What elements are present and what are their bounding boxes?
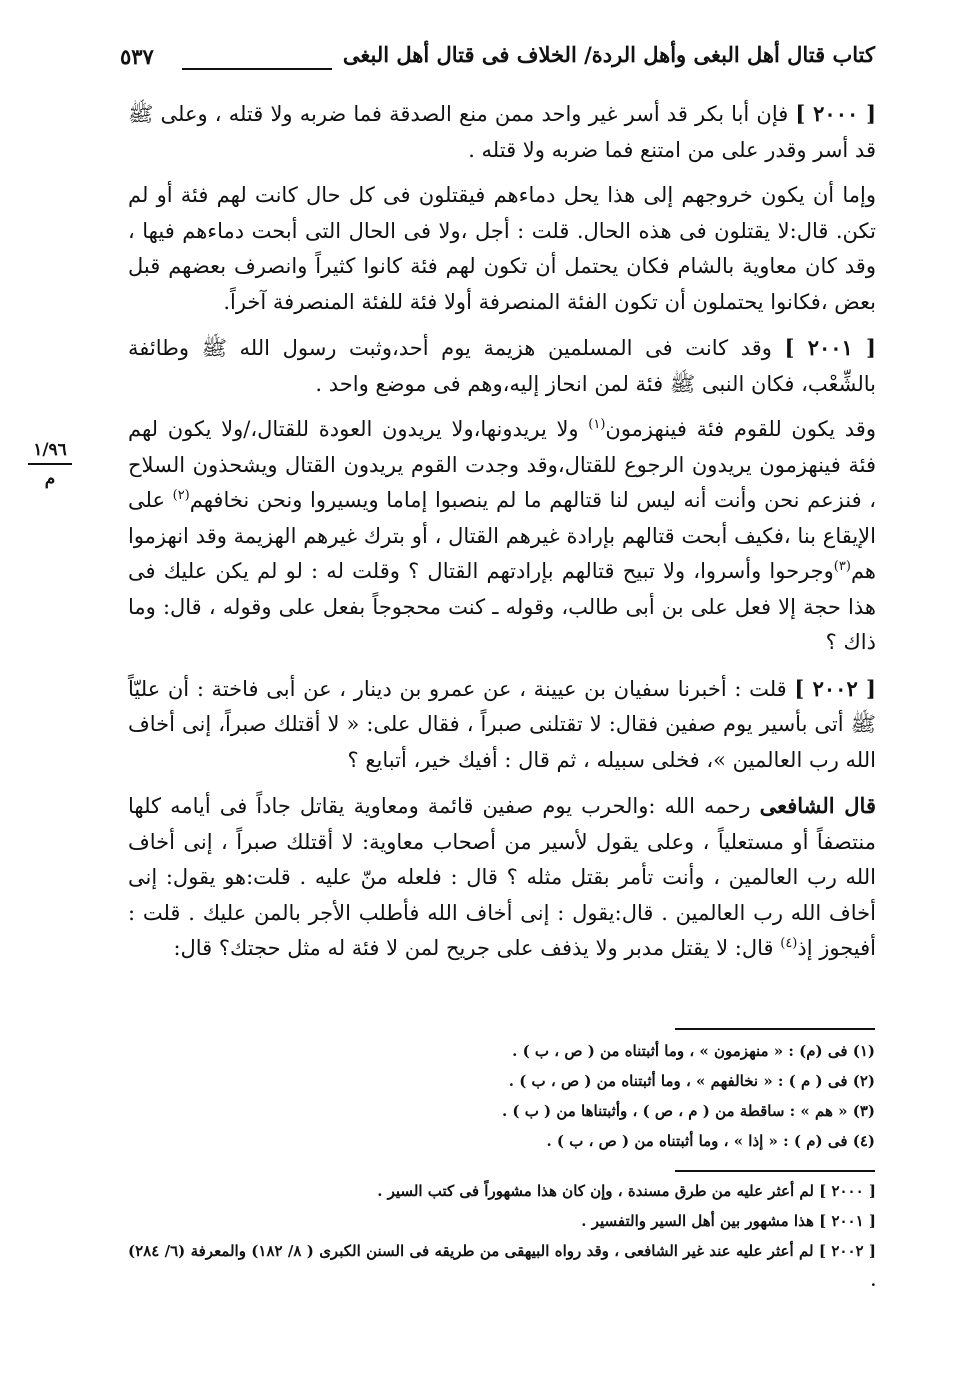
footnote-rule [675,1028,875,1030]
paragraph-text: وقد كانت فى المسلمين هزيمة يوم أحد،وثبت رسول الله ﷺ وطائفة بالشِّعْب، فكان النبى ﷺ فئة لمن انحاز إليه،وهم فى موضع واحد . [128,336,876,396]
footnote: (٢) فى ( م ) : « نخالفهم » ، وما أثبتناه من ( ص ، ب ) . [508,1072,875,1090]
source-note: [ ٢٠٠٢ ] لم أعثر عليه عند غير الشافعى ، وقد رواه البيهقى من طريقه فى السنن الكبرى ( ٨/ ١٨٢) والمعرفة (٦/ ٢٨٤) . [128,1242,876,1290]
folio-reference: ١/٩٦ [28,440,72,465]
footnote-marker: (٤) [780,936,798,951]
source-notes-rule [675,1170,875,1172]
paragraph-text: رحمه الله :والحرب يوم صفين قائمة ومعاوية يقاتل جاداً فى أيامه كلها منتصفاً أو مستعلياً ، وعلى يقول لأسير من أصحاب معاوية: لا أقتلك صبراً ، إنى أخاف الله رب العالمين ، وأنت تأمر بقتل مثله ؟ قال : فلعله منّ عليه . قلت:هو يقول: إنى أخاف الله رب العالمين . قال:يقول : إنى أخاف الله فأطلب الأجر بالمن عليك . قلت : أفيجوز إذ [128,794,876,960]
paragraph-discussion [128,412,876,661]
paragraph-argument [128,178,876,320]
paragraph-2002 [128,671,876,779]
paragraph-text: وجرحوا وأسروا، ولا تبيح قتالهم بإرادتهم القتال ؟ وقلت له : لو لم يكن عليك فى هذا حجة إلا فعل على بن أبى طالب، وقوله ـ كنت محجوجاً بفعل على وقوله ، قال: وما ذاك ؟ [128,559,876,654]
page-header [120,40,875,80]
paragraph-text: ولا يريدونها،ولا يريدون العودة للقتال،/ولا يكون لهم فئة فينهزمون يريدون الرجوع للقتال،وقد وجدت القوم يريدون القتال ويشحذون السلاح ، فنزعم نحن وأنت أنه ليس لنا قتالهم ما لم ينصبوا إماما ويسيروا ونحن نخافهم [128,417,876,512]
paragraph-text: فإن أبا بكر قد أسر غير واحد ممن منع الصدقة فما ضربه ولا قتله ، وعلى ﷺ قد أسر وقدر على من امتنع فما ضربه ولا قتله . [128,102,876,162]
source-note: [ ٢٠٠١ ] هذا مشهور بين أهل السير والتفسير . [581,1212,876,1230]
footnote-marker: (٣) [833,559,851,574]
main-text [128,96,876,977]
header-rule [182,68,332,70]
running-title: كتاب قتال أهل البغى وأهل الردة/ الخلاف فى قتال أهل البغى [342,42,875,67]
footnote-marker: (١) [588,417,606,432]
paragraph-2000 [128,96,876,168]
margin-note [28,440,72,489]
footnote: (٣) « هم » : ساقطة من ( م ، ص ) ، وأثبتناها من ( ب ) . [501,1102,875,1120]
footnote: (١) فى (م) : « منهزمون » ، وما أثبتناه من ( ص ، ب ) . [512,1042,875,1060]
page-number: ٥٣٧ [120,44,154,69]
paragraph-shafii [128,788,876,967]
paragraph-number: [ ٢٠٠٢ ] [794,675,876,701]
footnote-marker: (٢) [172,488,190,503]
paragraph-text: قال: لا يقتل مدبر ولا يذفف على جريح لمن لا فئة له مثل حجتك؟ قال: [173,936,781,960]
source-note: [ ٢٠٠٠ ] لم أعثر عليه من طرق مسندة ، وإن كان هذا مشهوراً فى كتب السير . [377,1182,876,1200]
manuscript-siglum: م [44,469,56,489]
paragraph-2001 [128,330,876,402]
footnotes [420,1036,875,1156]
paragraph-text: وقد يكون للقوم فئة فينهزمون [605,417,876,441]
paragraph-text: وإما أن يكون خروجهم إلى هذا يحل دماءهم فيقتلون فى كل حال كانت لهم فئة أو لم تكن. قال:لا يقتلون فى هذه الحال. قلت : أجل ،ولا فى الحال التى أبحت دماءهم فيها ، وقد كان معاوية بالشام فكان يحتمل أن تكون لهم فئة كانوا كثيراً وانصرف بعضهم قبل بعض ،فكانوا يحتملون أن تكون الفئة المنصرفة أولا فئة للفئة المنصرفة آخراً. [128,183,876,314]
paragraph-number: [ ٢٠٠١ ] [784,335,876,360]
paragraph-text: على الإيقاع بنا ،فكيف أبحت قتالهم بإرادة غيرهم القتال ، أو بترك غيرهم الهزيمة وقد انهزموا هم [128,488,876,583]
footnote: (٤) فى (م ) : « إذا » ، وما أثبتناه من ( ص ، ب ) . [546,1132,875,1150]
speaker-label: قال الشافعى [759,793,876,818]
source-notes [128,1176,876,1296]
paragraph-text: قلت : أخبرنا سفيان بن عيينة ، عن عمرو بن دينار ، عن أبى فاختة : أن عليّاً ﷺ أتى بأسير يوم صفين فقال: لا تقتلنى صبراً ، فقال على: « لا أقتلك صبراً، إنى أخاف الله رب العالمين »، فخلى سبيله ، ثم قال : أفيك خير، أتبايع ؟ [128,676,876,772]
paragraph-number: [ ٢٠٠٠ ] [795,101,877,126]
